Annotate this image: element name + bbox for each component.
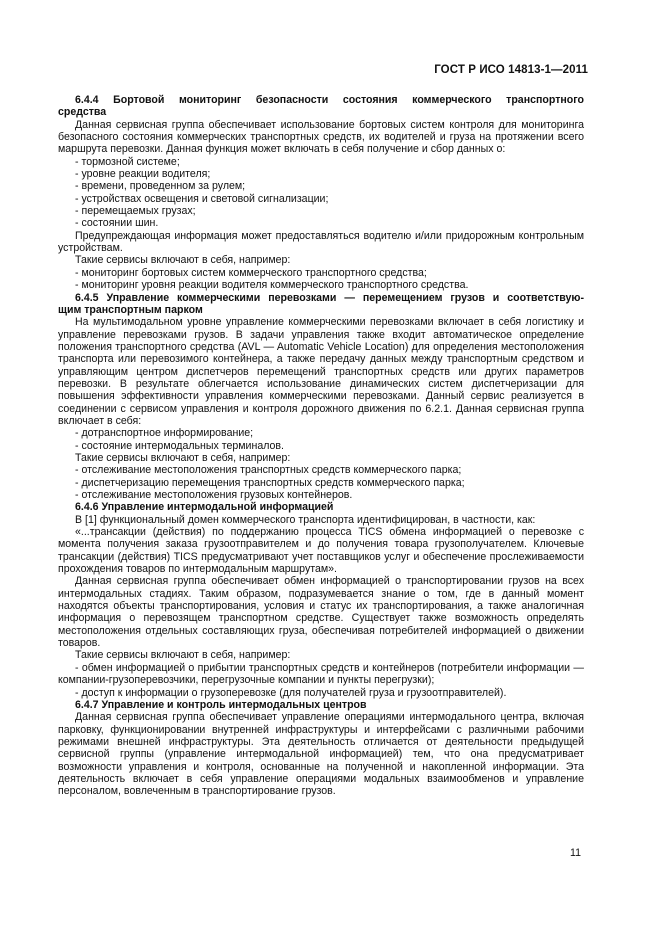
section-646-quote: «...трансакции (действия) по поддержанию процесса TICS обмена информацией о перевозке с момента получения заказа грузоотправителем и до получения товара грузополучателем. Ключевые трансакции (действия) TICS предусматривают учет поставщиков услуг и обеспечение прослеживаемости прохождения товаров по интермодальным маршрутам».: [58, 526, 584, 576]
list-item: - устройствах освещения и световой сигнализации;: [75, 192, 329, 205]
section-645-heading: 6.4.5 Управление коммерческими перевозками — перемещением грузов и соответствую-: [75, 291, 584, 304]
section-645-heading-cont: щим транспортным парком: [58, 303, 203, 316]
section-646-heading: 6.4.6 Управление интермодальной информацией: [75, 501, 334, 514]
list-item: - состояние интермодальных терминалов.: [75, 439, 284, 452]
list-item: - диспетчеризацию перемещения транспортных средств коммерческого парка;: [75, 476, 465, 489]
page-number: 11: [570, 847, 581, 859]
section-644-paragraph: Предупреждающая информация может предоставляться водителю и/или придорожным контрольным устройствам.: [58, 229, 584, 255]
section-644-paragraph: Данная сервисная группа обеспечивает использование бортовых систем контроля для мониторинга безопасного состояния коммерческих транспортных средств, их водителей и груза на протяжении всего маршрута перевозки. Данная функция может включать в себя получение и сбор данных о:: [58, 118, 584, 156]
section-644-paragraph: Такие сервисы включают в себя, например:: [75, 254, 291, 267]
section-644-heading-cont: средства: [58, 106, 107, 119]
list-item: - уровне реакции водителя;: [75, 168, 211, 181]
section-645-paragraph: На мультимодальном уровне управление коммерческими перевозками включает в себя логистику и управление перевозками грузов. В задачи управления также входит автоматическое определение положения транспортного средства (AVL — Automatic Vehicle Location) для определения местоположения транспорта или перевозимого контейнера, а также передачу данных между транспортным средством и управляющим центром диспетчеров перемещений транспортных средств или других параметров перевозки. В результате облегчается использование динамических систем диспетчеризации для повышения эффективности управления коммерческими перевозками. Данный сервис реализуется в соединении с сервисом управления и контроля дорожного движения по 6.2.1. Данная сервисная группа включает в себя:: [58, 316, 584, 427]
list-item: - отслеживание местоположения грузовых контейнеров.: [75, 489, 353, 501]
document-body: [58, 94, 584, 798]
section-645-paragraph: Такие сервисы включают в себя, например:: [75, 451, 291, 464]
section-647-paragraph: Данная сервисная группа обеспечивает управление операциями интермодального центра, включая парковку, функционировании внутренней инфраструктуры и интерфейсами с различными рабочими режимами внешней инфраструктуры. Эта деятельность отличается от деятельности предыдущей сервисной группы (управление интермодальной информацией) тем, что она предусматривает возможности управления и контроля, основанные на полученной и накопленной информации. Эта деятельность включает в себя управление операциями модальных взаимообменов и управление персоналом, вовлеченным в транспортирование грузов.: [58, 711, 584, 798]
section-644-heading: 6.4.4 Бортовой мониторинг безопасности состояния коммерческого транспортного: [75, 94, 584, 106]
list-item: - дотранспортное информирование;: [75, 427, 254, 440]
list-item: - доступ к информации о грузоперевозке (для получателей груза и грузоотправителей).: [75, 686, 507, 699]
section-646-paragraph: В [1] функциональный домен коммерческого транспорта идентифицирован, в частности, как:: [75, 513, 536, 526]
section-646-paragraph: Данная сервисная группа обеспечивает обмен информацией о транспортировании грузов на всех интермодальных стадиях. Таким образом, подразумевается знание о том, где в данный момент находятся объекты транспортирования, условия и статус их транспортирования, а также аналогичная информация о перевозящем транспортном средстве. Существует также возможность определять местоположения отдельных составляющих груза, обеспечивая потребителей информацией о движении товаров.: [58, 575, 584, 650]
standard-designation: ГОСТ Р ИСО 14813-1—2011: [434, 64, 588, 76]
section-647-heading: 6.4.7 Управление и контроль интермодальных центров: [75, 698, 367, 711]
list-item: - перемещаемых грузах;: [75, 205, 196, 218]
section-646-paragraph: Такие сервисы включают в себя, например:: [75, 649, 291, 662]
list-item: - состоянии шин.: [75, 217, 159, 230]
list-item: - тормозной системе;: [75, 155, 180, 168]
list-item: - времени, проведенном за рулем;: [75, 180, 246, 193]
list-item: - отслеживание местоположения транспортных средств коммерческого парка;: [75, 464, 462, 477]
list-item: - обмен информацией о прибытии транспортных средств и контейнеров (потребители информации — компании-грузоперевозчики, перегрузочные компании и пункты перегрузки);: [58, 661, 584, 687]
list-item: - мониторинг уровня реакции водителя коммерческого транспортного средства.: [75, 279, 469, 292]
list-item: - мониторинг бортовых систем коммерческого транспортного средства;: [75, 266, 427, 279]
